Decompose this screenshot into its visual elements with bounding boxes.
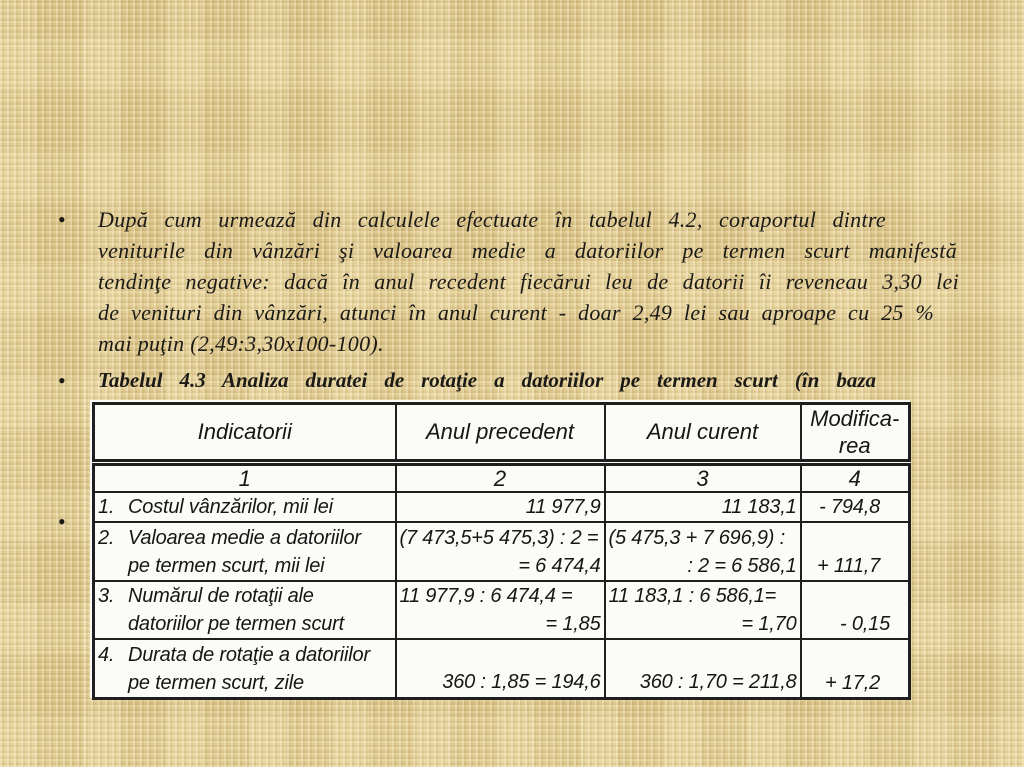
current-year-cell bbox=[605, 581, 801, 639]
result-line: 360 : 1,70 = 211,8 bbox=[639, 671, 797, 693]
table-row bbox=[94, 581, 910, 639]
header-previous-year: Anul precedent bbox=[396, 404, 605, 461]
table-row bbox=[94, 492, 910, 522]
row-number: 3. bbox=[98, 585, 115, 607]
result-line: = 1,85 bbox=[545, 613, 601, 635]
paragraph-line: După cum urmează din calculele efectuate în tabelul 4.2, coraportul dintre bbox=[98, 207, 886, 232]
header-current-year: Anul curent bbox=[605, 404, 801, 461]
indicator-cell bbox=[94, 581, 396, 639]
column-number: 2 bbox=[396, 465, 605, 493]
column-number-row bbox=[94, 465, 910, 493]
table-caption: Tabelul 4.3 Analiza duratei de rotaţie a datoriilor pe termen scurt (în baza bbox=[98, 368, 876, 392]
formula-line: 11 183,1 : 6 586,1= bbox=[608, 585, 777, 607]
indicator-cell bbox=[94, 639, 396, 699]
indicator-line bbox=[98, 524, 392, 552]
bullet-marker: • bbox=[58, 207, 66, 232]
header-row bbox=[94, 404, 910, 461]
current-year-cell bbox=[605, 492, 801, 522]
value-line: 11 183,1 bbox=[721, 496, 797, 518]
previous-year-cell bbox=[396, 581, 605, 639]
table-row bbox=[94, 522, 910, 581]
bullet-marker: • bbox=[58, 509, 66, 534]
paragraph-line: de venituri din vânzări, atunci în anul curent - doar 2,49 lei sau aproape cu 25 % bbox=[98, 300, 934, 325]
change-cell: + 111,7 bbox=[801, 522, 910, 581]
result-line: = 1,70 bbox=[741, 613, 797, 635]
previous-year-cell bbox=[396, 492, 605, 522]
row-number: 1. bbox=[98, 496, 115, 518]
formula-line: (5 475,3 + 7 696,9) : bbox=[608, 526, 785, 549]
indicator-line bbox=[98, 582, 392, 610]
paragraph-line: mai puţin (2,49:3,30x100-100). bbox=[98, 331, 384, 356]
indicator-text: Valoarea medie a datoriilor bbox=[128, 526, 361, 549]
table-body bbox=[92, 463, 911, 700]
column-number: 4 bbox=[801, 465, 910, 493]
indicator-line bbox=[98, 493, 392, 521]
column-number: 1 bbox=[94, 465, 396, 493]
indicator-text: Numărul de rotaţii ale bbox=[128, 585, 314, 607]
indicator-cell bbox=[94, 492, 396, 522]
header-change-line: rea bbox=[838, 433, 871, 458]
formula-line: 11 977,9 : 6 474,4 = bbox=[399, 585, 573, 607]
current-year-cell bbox=[605, 522, 801, 581]
change-cell: - 794,8 bbox=[801, 492, 910, 522]
indicator-line bbox=[98, 641, 392, 669]
header-change-line: Modifica- bbox=[810, 406, 900, 431]
previous-year-cell bbox=[396, 639, 605, 699]
table-row bbox=[94, 639, 910, 699]
indicator-text: Durata de rotaţie a datoriilor bbox=[128, 643, 370, 666]
indicator-line: datoriilor pe termen scurt bbox=[128, 613, 345, 635]
indicator-cell bbox=[94, 522, 396, 581]
formula-line: (7 473,5+5 475,3) : 2 = bbox=[399, 526, 599, 549]
indicator-text: Costul vânzărilor, mii lei bbox=[128, 496, 333, 518]
result-line: = 6 474,4 bbox=[518, 554, 601, 577]
row-number: 4. bbox=[98, 643, 115, 666]
table-header bbox=[92, 402, 911, 462]
column-number: 3 bbox=[605, 465, 801, 493]
paragraph-line: tendinţe negative: dacă în anul recedent fiecărui leu de datorii îi reveneau 3,30 lei bbox=[98, 269, 959, 294]
header-change bbox=[801, 404, 910, 461]
paragraph-line: veniturile din vânzări şi valoarea medie a datoriilor pe termen scurt manifestă bbox=[98, 238, 957, 263]
previous-year-cell bbox=[396, 522, 605, 581]
value-line: 11 977,9 bbox=[525, 496, 601, 518]
indicator-line: pe termen scurt, zile bbox=[128, 671, 304, 694]
indicator-line: pe termen scurt, mii lei bbox=[128, 554, 325, 577]
header-indicator: Indicatorii bbox=[94, 404, 396, 461]
change-cell: + 17,2 bbox=[801, 639, 910, 699]
current-year-cell bbox=[605, 639, 801, 699]
table-image bbox=[90, 400, 910, 698]
row-number: 2. bbox=[98, 526, 115, 549]
result-line: : 2 = 6 586,1 bbox=[687, 554, 797, 577]
bullet-marker: • bbox=[58, 368, 66, 393]
result-line: 360 : 1,85 = 194,6 bbox=[442, 671, 601, 693]
change-cell: - 0,15 bbox=[801, 581, 910, 639]
